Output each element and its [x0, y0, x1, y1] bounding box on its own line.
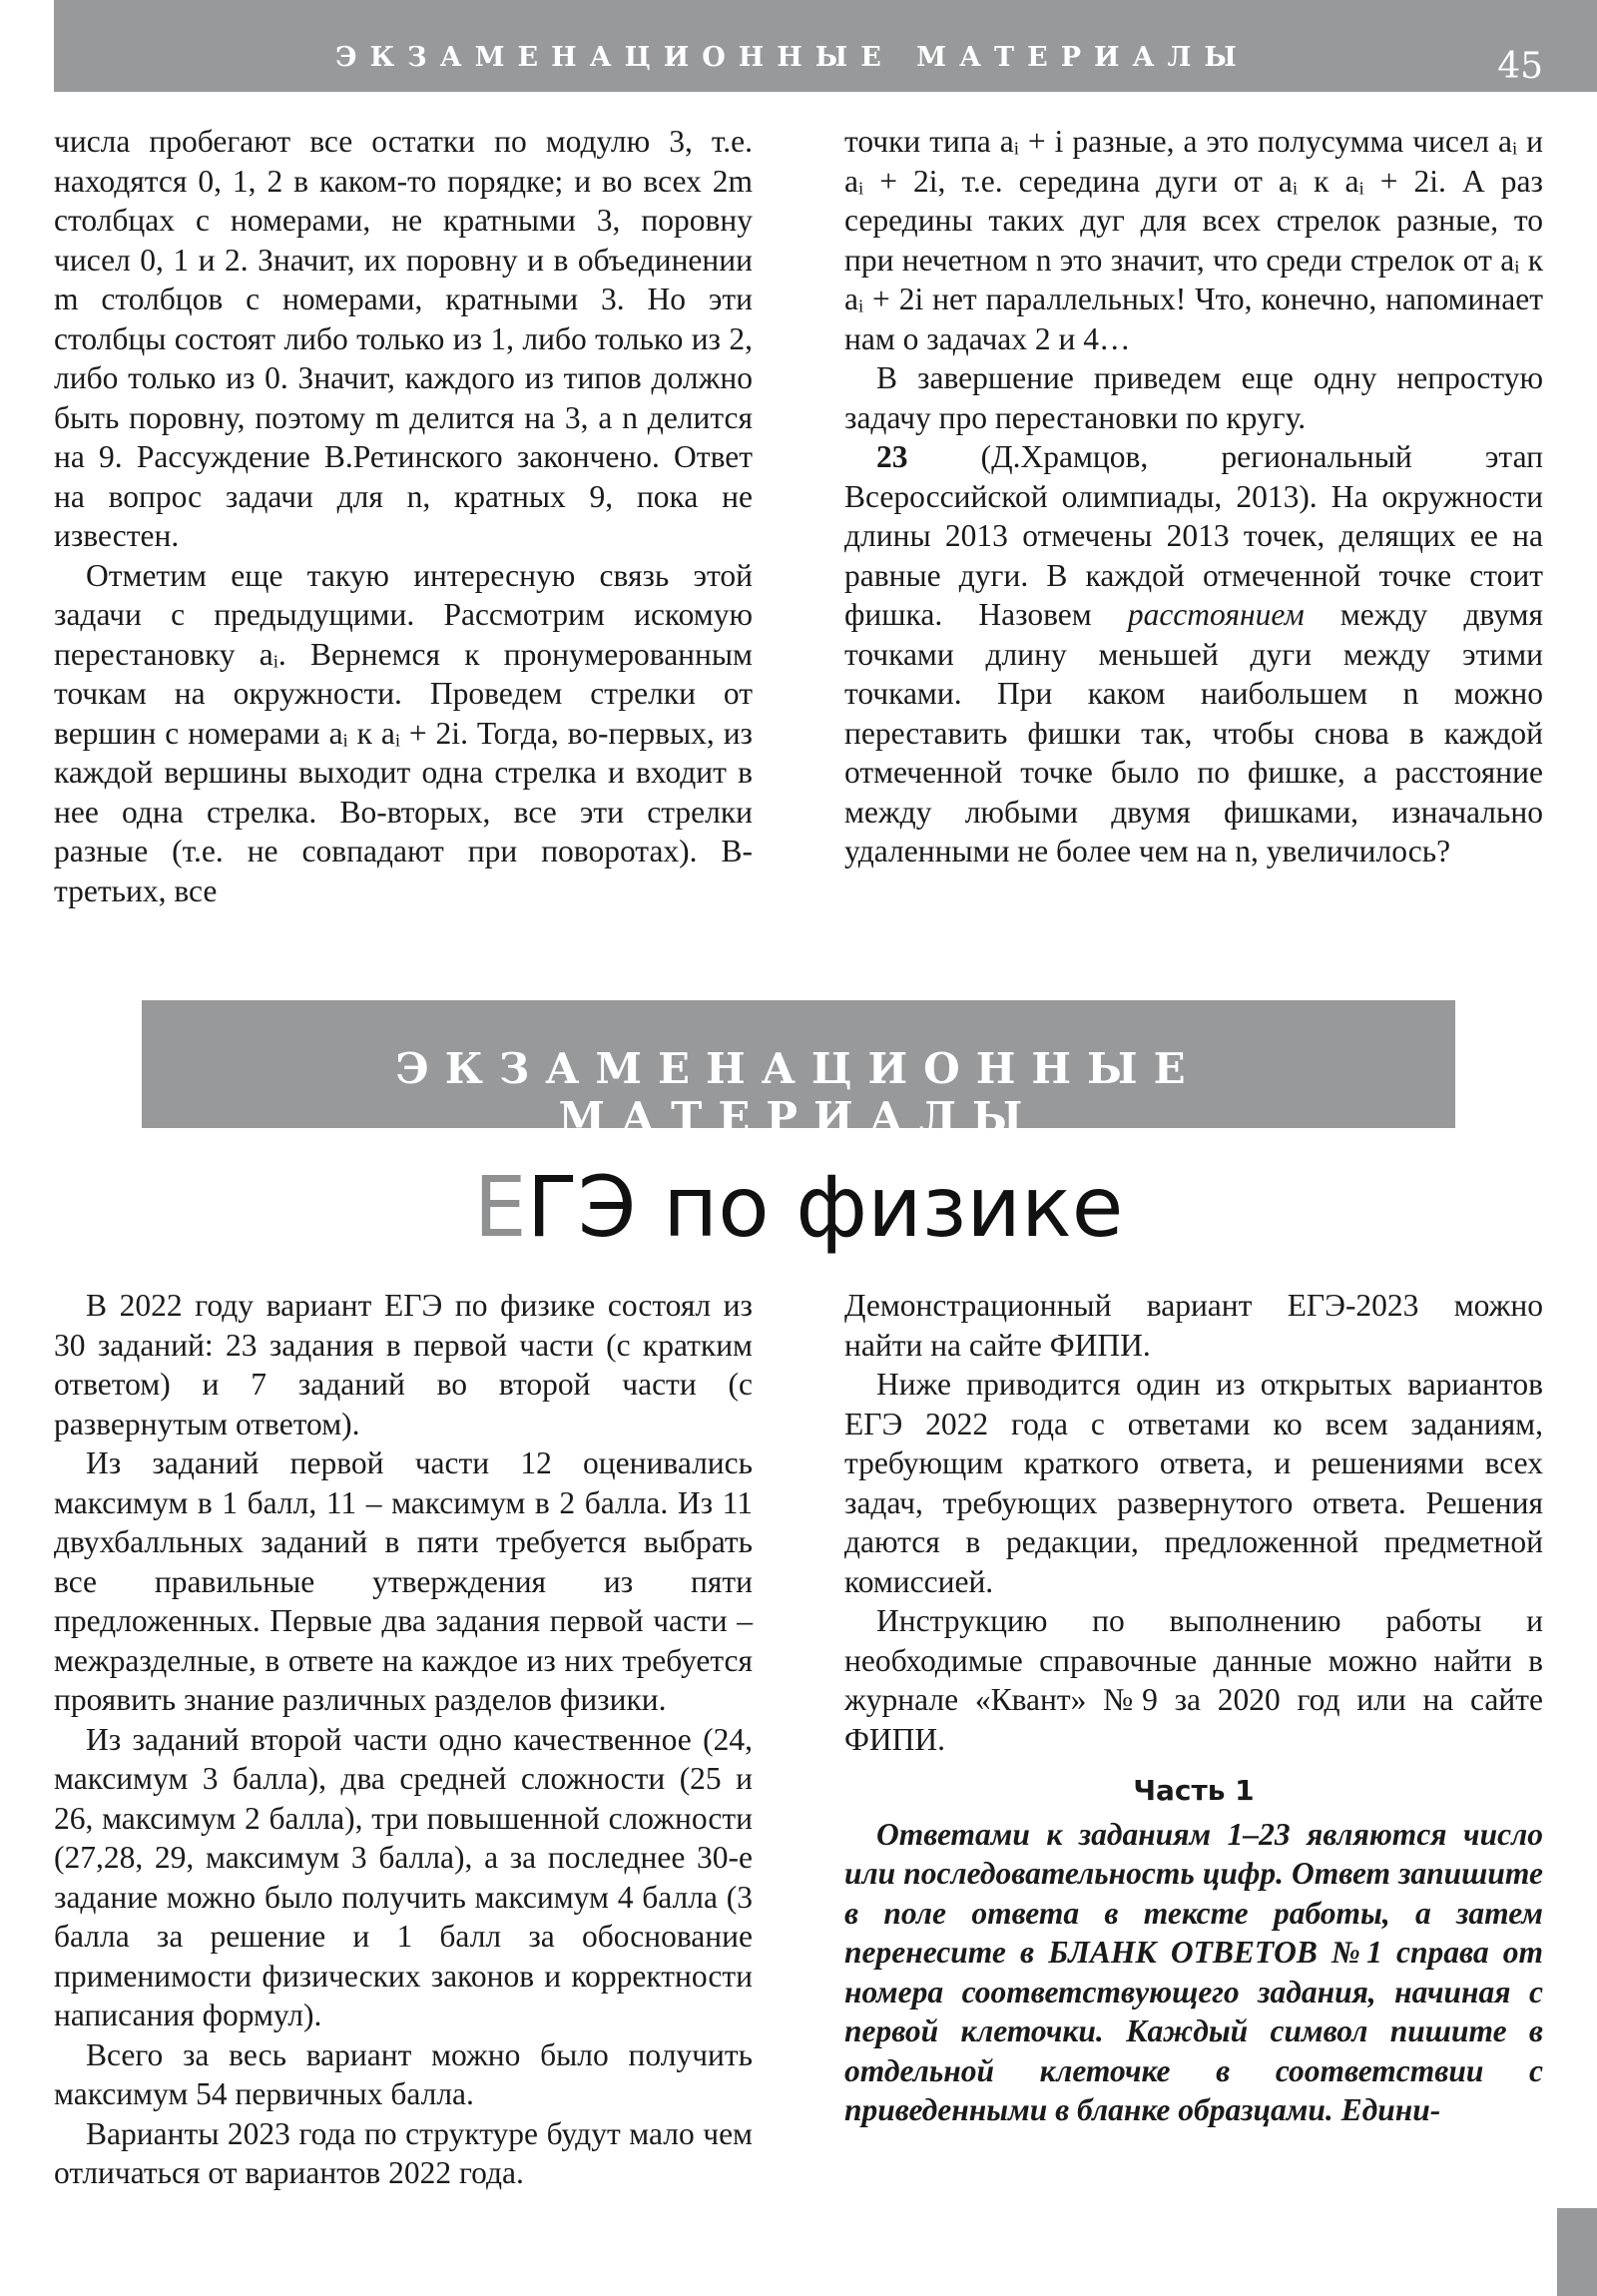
col-b-paragraph-1: точки типа aᵢ + i разные, а это полусумма чисел aᵢ и aᵢ + 2i, т.е. середина дуги от aᵢ к aᵢ + 2i. А раз середины таких дуг для всех стрелок разные, то при нечетном n это значит, что среди стрелок от aᵢ к aᵢ + 2i нет параллельных! Что, конечно, напоминает нам о задачах 2 и 4…	[844, 124, 1543, 356]
running-header	[54, 0, 1597, 92]
problem-text-b: между двумя точками длину меньшей дуги между этими точками. При каком наибольшем n можно переставить фишки так, чтобы снова в каждой отмеченной точке было по фишке, а расстояние между любыми двумя фишками, изначально удаленными не более чем на n, увеличилось?	[844, 597, 1543, 868]
col-c-paragraph-1: В 2022 году вариант ЕГЭ по физике состоял из 30 заданий: 23 задания в первой части (с кратким ответом) и 7 заданий во второй части (с развернутым ответом).	[54, 1288, 753, 1441]
problem-source: (Д.Храмцов, региональный этап Всероссийской олимпиады, 2013).	[844, 439, 1543, 514]
section-band-title: ЭКЗАМЕНАЦИОННЫЕ МАТЕРИАЛЫ	[395, 1044, 1202, 1142]
page-number: 45	[1497, 46, 1543, 87]
column-d	[844, 1286, 1543, 2130]
problem-text-a: На окружности длины 2013 отмечены 2013 точек, делящих ее на равные дуги. В каждой отмеченной точке стоит фишка. Назовем	[844, 478, 1543, 632]
part-instructions: Ответами к заданиям 1–23 являются число или последовательность цифр. Ответ запишите в поле ответа в тексте работы, а затем перенесите в БЛАНК ОТВЕТОВ №1 справа от номера соответствующего задания, начиная с первой клеточки. Каждый символ пишите в отдельной клеточке в соответствии с приведенными в бланке образцами. Едини-	[844, 1816, 1543, 2127]
section-band	[142, 1000, 1455, 1142]
col-c-paragraph-5: Варианты 2023 года по структуре будут мало чем отличаться от вариантов 2022 года.	[54, 2115, 753, 2190]
col-c-paragraph-2: Из заданий первой части 12 оценивались максимум в 1 балл, 11 – максимум в 2 балла. Из 11 двухбалльных заданий в пяти требуется выбрать все правильные утверждения из пяти предложенных. Первые два задания первой части – межразделные, в ответе на каждое из них требуется проявить знание различных разделов физики.	[54, 1445, 753, 1717]
col-c-paragraph-4: Всего за весь вариант можно было получить максимум 54 первичных балла.	[54, 2036, 753, 2111]
column-a	[54, 122, 753, 910]
article-title	[0, 1158, 1597, 1256]
column-c	[54, 1286, 753, 2193]
problem-number: 23	[876, 439, 908, 474]
corner-marker	[1557, 2208, 1597, 2296]
problem-23	[844, 437, 1543, 871]
part-heading: Часть 1	[1133, 1774, 1255, 1807]
article-title-initial: Е	[473, 1158, 527, 1256]
col-b-paragraph-2: В завершение приведем еще одну непростую задачу про перестановки по кругу.	[844, 360, 1543, 435]
running-header-title: ЭКЗАМЕНАЦИОННЫЕ МАТЕРИАЛЫ	[335, 42, 1250, 73]
col-d-paragraph-1: Демонстрационный вариант ЕГЭ-2023 можно найти на сайте ФИПИ.	[844, 1288, 1543, 1363]
column-b	[844, 122, 1543, 871]
col-a-paragraph-1: числа пробегают все остатки по модулю 3, т.е. находятся 0, 1, 2 в каком-то порядке; и во всех 2m столбцах с номерами, не кратными 3, поровну чисел 0, 1 и 2. Значит, их поровну и в объединении m столбцов с номерами, кратными 3. Но эти столбцы состоят либо только из 1, либо только из 2, либо только из 0. Значит, каждого из типов должно быть поровну, поэтому m делится на 3, а n делится на 9. Рассуждение В.Ретинского закончено. Ответ на вопрос задачи для n, кратных 9, пока не известен.	[54, 124, 753, 553]
problem-term: расстоянием	[1127, 597, 1305, 632]
col-d-paragraph-2: Ниже приводится один из открытых вариантов ЕГЭ 2022 года с ответами ко всем заданиям, требующим краткого ответа, и решениями всех задач, требующих развернутого ответа. Решения даются в редакции, предложенной предметной комиссией.	[844, 1367, 1543, 1599]
col-a-paragraph-2: Отметим еще такую интересную связь этой задачи с предыдущими. Рассмотрим искомую перестановку aᵢ. Вернемся к пронумерованным точкам на окружности. Проведем стрелки от вершин с номерами aᵢ к aᵢ + 2i. Тогда, во-первых, из каждой вершины выходит одна стрелка и входит в нее одна стрелка. Во-вторых, все эти стрелки разные (т.е. не совпадают при поворотах). В-третьих, все	[54, 557, 753, 908]
col-d-paragraph-3: Инструкцию по выполнению работы и необходимые справочные данные можно найти в журнале «Квант» №9 за 2020 год или на сайте ФИПИ.	[844, 1603, 1543, 1757]
col-c-paragraph-3: Из заданий второй части одно качественное (24, максимум 3 балла), два средней сложности (25 и 26, максимум 2 балла), три повышенной сложности (27,28, 29, максимум 3 балла), а за последнее 30-е задание можно было получить максимум 4 балла (3 балла за решение и 1 балл за обоснование применимости физических законов и корректности написания формул).	[54, 1721, 753, 2032]
article-title-rest: ГЭ по физике	[526, 1158, 1124, 1256]
